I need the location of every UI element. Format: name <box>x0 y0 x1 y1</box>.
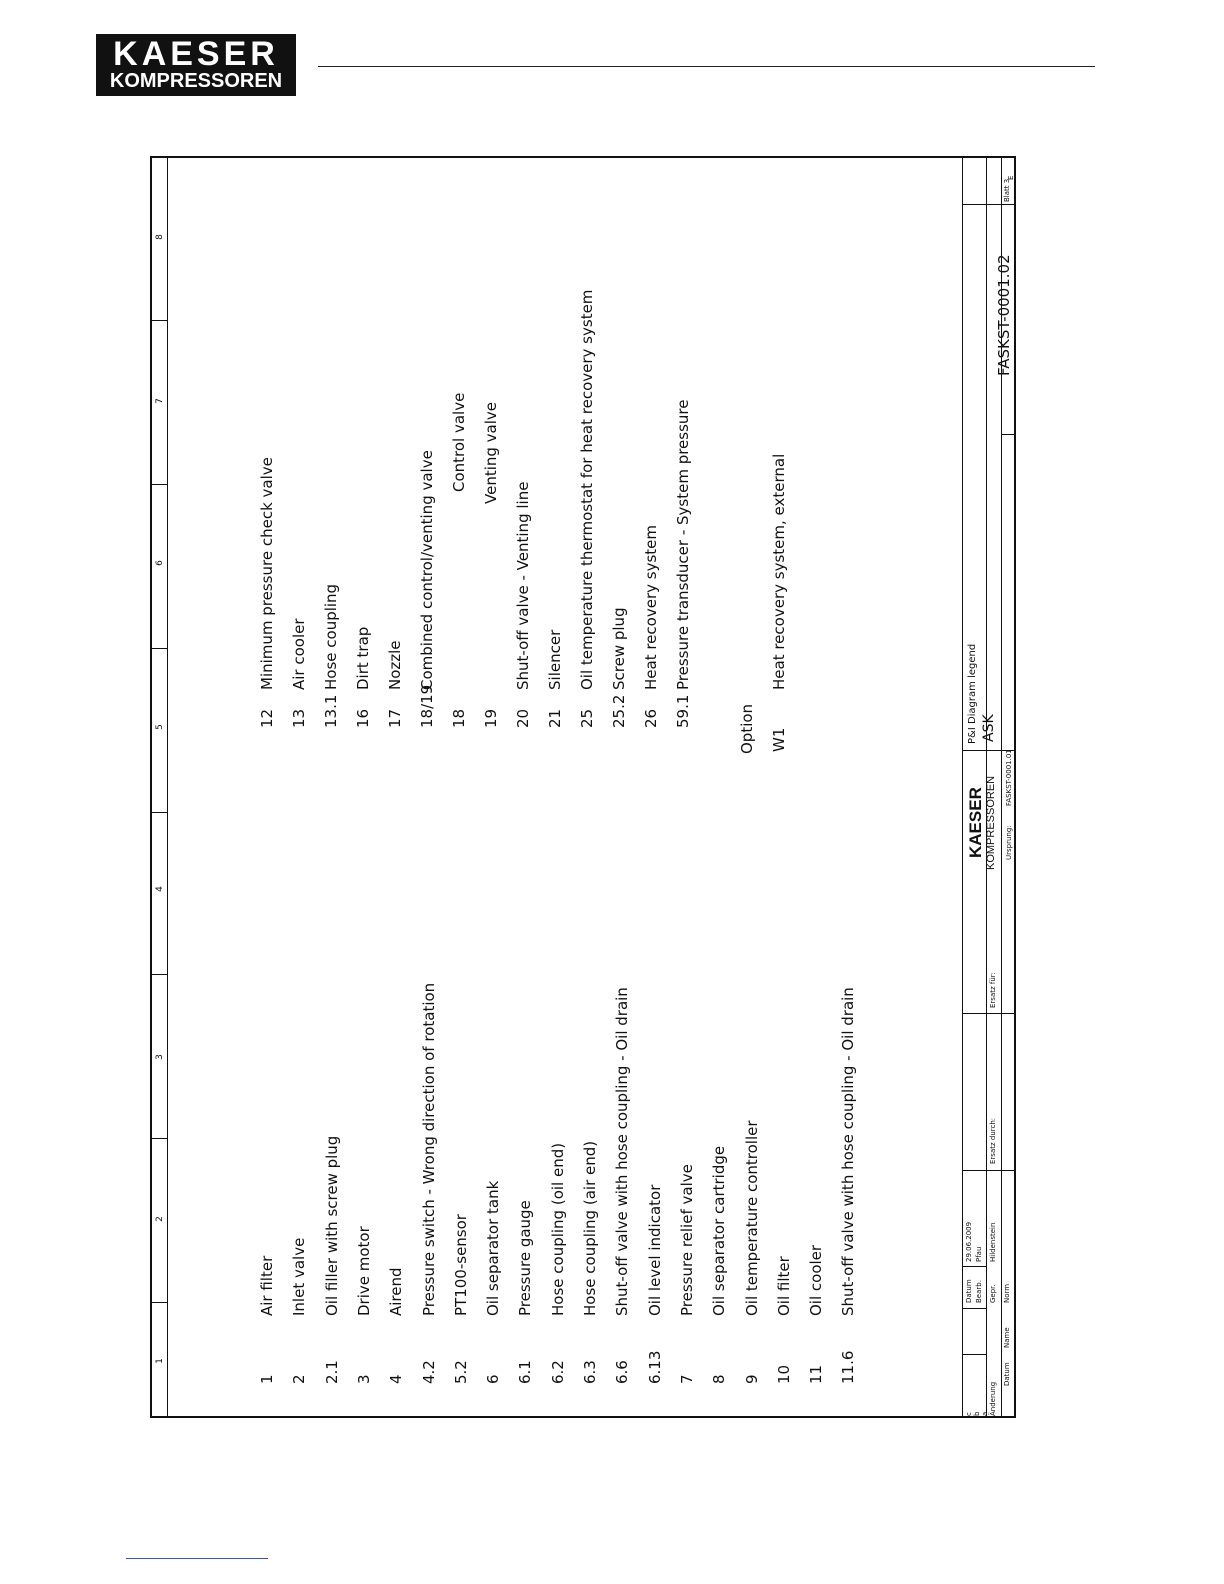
tb-divider <box>963 1013 1015 1014</box>
tb-divider <box>963 1170 1015 1171</box>
legend-number: 11.6 <box>839 1350 858 1384</box>
legend-label: Minimum pressure check valve <box>258 457 276 690</box>
legend-label: Control valve <box>450 392 468 492</box>
ruler-number: 6 <box>155 560 165 566</box>
zone-ruler <box>152 158 168 1416</box>
legend-number: 11 <box>807 1364 826 1384</box>
legend-label: Pressure relief valve <box>677 1164 696 1316</box>
legend-label: Hose coupling (air end) <box>581 1140 599 1316</box>
legend-label: Air cooler <box>290 618 308 690</box>
legend-number: 12 <box>258 708 276 728</box>
tb-drawing-number: FASKST-0001.02 <box>995 254 1013 376</box>
legend-label: Combined control/venting valve <box>418 450 436 690</box>
tb-title2: ASK <box>981 714 997 742</box>
legend-label: Pressure gauge <box>516 1200 535 1316</box>
legend-label: Oil filler with screw plug <box>322 1135 341 1316</box>
legend-number: 10 <box>774 1364 793 1384</box>
tb-divider <box>963 204 1015 205</box>
tb-norm-label: Norm <box>1003 1283 1011 1303</box>
legend-label: Nozzle <box>386 640 404 690</box>
legend-label: Hose coupling <box>322 583 340 690</box>
tb-divider <box>963 1354 986 1355</box>
logo-line2: KOMPRESSOREN <box>109 70 283 92</box>
ruler-tick <box>152 1302 168 1303</box>
legend-number: 17 <box>386 708 404 728</box>
legend-number: 2 <box>290 1374 309 1384</box>
legend-number: 6.2 <box>548 1360 567 1384</box>
legend-label: Oil filter <box>774 1256 793 1316</box>
rev-row-b: b <box>973 1411 981 1416</box>
legend-label: PT100-sensor <box>451 1214 470 1316</box>
legend-label: Shut-off valve - Venting line <box>514 481 532 690</box>
legend-label: Shut-off valve with hose coupling - Oil drain <box>613 987 632 1316</box>
legend-number: 6.13 <box>645 1350 664 1384</box>
legend-number: 25.2 <box>610 694 628 728</box>
header-rule <box>318 66 1095 67</box>
legend-label: Pressure transducer - System pressure <box>674 399 692 690</box>
ruler-number: 1 <box>155 1358 165 1364</box>
legend-number: 59.1 <box>674 694 692 728</box>
tb-logo-kompressoren: KOMPRESSOREN <box>985 775 997 870</box>
legend-number: Option <box>738 703 756 754</box>
tb-title1: P&I Diagram legend <box>967 643 978 744</box>
legend-label: Heat recovery system, external <box>770 453 788 690</box>
ruler-tick <box>152 1138 168 1139</box>
ruler-tick <box>152 974 168 975</box>
tb-name-col: Name <box>1003 1327 1011 1348</box>
legend-label: Inlet valve <box>290 1237 309 1316</box>
tb-divider <box>963 1266 986 1267</box>
tb-datum-label: Datum <box>965 1279 973 1303</box>
legend-number: 13 <box>290 708 308 728</box>
legend-label: Pressure switch - Wrong direction of rotation <box>419 982 438 1316</box>
legend-number: 16 <box>354 708 372 728</box>
title-block <box>962 158 1014 1416</box>
legend-number: 4 <box>387 1374 406 1384</box>
tb-sheet-rev: E <box>1007 175 1015 180</box>
tb-divider <box>1001 434 1015 435</box>
legend-number: 4.2 <box>419 1360 438 1384</box>
legend-label: Oil separator tank <box>484 1180 503 1316</box>
rev-row-a: a <box>981 1411 989 1416</box>
tb-datum-value: 29.06.2009 <box>965 1221 973 1262</box>
legend-number: 1 <box>258 1374 276 1384</box>
ruler-tick <box>152 648 168 649</box>
legend-number: 13.1 <box>322 694 340 728</box>
ruler-tick <box>152 812 168 813</box>
tb-aenderung: Änderung <box>989 1381 997 1416</box>
tb-logo-kaeser: KAESER <box>966 787 985 858</box>
legend-number: 18 <box>450 708 468 728</box>
ruler-number: 4 <box>155 886 165 892</box>
legend-number: 2.1 <box>322 1360 341 1384</box>
legend-number: 9 <box>742 1374 761 1384</box>
legend-label: Dirt trap <box>354 626 372 690</box>
legend-label: Venting valve <box>482 401 500 504</box>
legend-number: 18/19 <box>418 684 436 728</box>
tb-bearb-value: Pfau <box>975 1246 983 1262</box>
ruler-number: 3 <box>155 1054 165 1060</box>
legend-number: 7 <box>677 1374 696 1384</box>
legend-label: Hose coupling (oil end) <box>548 1142 567 1316</box>
legend-label: Air filter <box>258 1255 276 1316</box>
logo-line1: KAESER <box>113 35 279 73</box>
ruler-tick <box>152 484 168 485</box>
ruler-number: 7 <box>155 398 165 404</box>
legend-number: 5.2 <box>451 1360 470 1384</box>
legend-number: 6.6 <box>613 1360 632 1384</box>
rev-row-c: c <box>965 1412 973 1416</box>
legend-number: 20 <box>514 708 532 728</box>
legend-number: W1 <box>770 727 788 752</box>
tb-bearb-label: Bearb. <box>975 1280 983 1303</box>
legend-label: Shut-off valve with hose coupling - Oil drain <box>839 987 858 1316</box>
legend-number: 6 <box>484 1374 503 1384</box>
kaeser-logo <box>96 34 296 96</box>
legend-label: Heat recovery system <box>642 525 660 690</box>
legend-label: Airend <box>387 1267 406 1316</box>
tb-gepr-label: Gepr. <box>989 1284 997 1303</box>
ruler-number: 5 <box>155 724 165 730</box>
tb-ursprung-label: Ursprung: <box>1005 825 1013 860</box>
tb-ursprung-value: FASKST-0001.01 <box>1005 749 1013 806</box>
footer-link-rule <box>126 1558 268 1559</box>
tb-ersatz-fuer: Ersatz für: <box>989 972 997 1008</box>
legend-label: Drive motor <box>354 1226 373 1316</box>
legend-label: Oil separator cartridge <box>710 1145 729 1316</box>
legend-label: Oil cooler <box>807 1244 826 1316</box>
tb-divider <box>963 1308 986 1309</box>
legend-label: Oil level indicator <box>645 1184 664 1316</box>
ruler-number: 2 <box>155 1216 165 1222</box>
legend-number: 19 <box>482 708 500 728</box>
legend-label: Oil temperature controller <box>742 1120 761 1316</box>
legend-number: 8 <box>710 1374 729 1384</box>
legend-number: 6.1 <box>516 1360 535 1384</box>
legend-label: Screw plug <box>610 607 628 690</box>
legend-number: 25 <box>578 708 596 728</box>
legend-number: 21 <box>546 708 564 728</box>
legend-number: 26 <box>642 708 660 728</box>
legend-label: Silencer <box>546 629 564 690</box>
tb-sheet: Blatt 3 <box>1003 178 1011 202</box>
ruler-number: 8 <box>155 234 165 240</box>
tb-ersatz-durch: Ersatz durch: <box>989 1117 997 1164</box>
legend-number: 6.3 <box>581 1360 599 1384</box>
legend-number: 3 <box>354 1374 373 1384</box>
tb-gepr-value: Hildenstein <box>989 1222 997 1262</box>
legend-label: Oil temperature thermostat for heat recovery system <box>578 289 596 690</box>
tb-datum-col: Datum <box>1003 1362 1011 1386</box>
drawing-frame <box>150 156 1016 1418</box>
ruler-tick <box>152 320 168 321</box>
